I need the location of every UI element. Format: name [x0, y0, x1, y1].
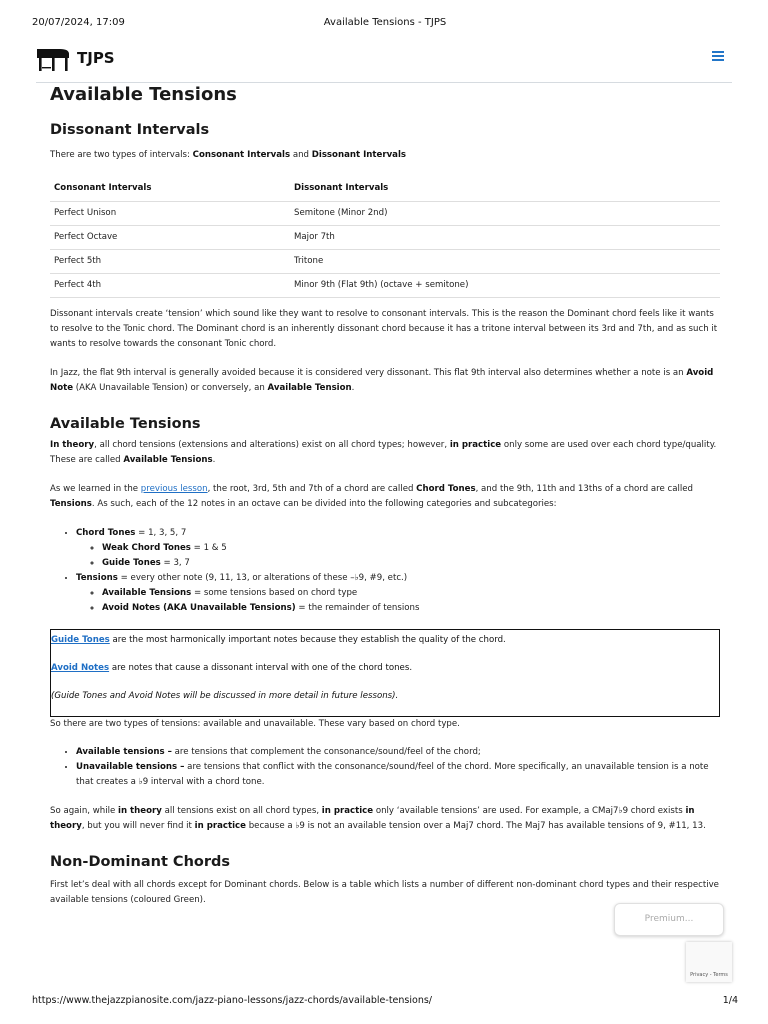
column-header: Dissonant Intervals [290, 175, 720, 202]
table-cell: Perfect Octave [50, 226, 290, 250]
list-item-text: = 1 & 5 [190, 543, 227, 553]
intervals-table [50, 175, 720, 298]
callout-italic-note: (Guide Tones and Avoid Notes will be discussed in more detail in future lessons). [51, 691, 399, 701]
site-logo-text[interactable]: TJPS [77, 49, 115, 67]
list-item [76, 526, 720, 571]
heading-dissonant-intervals: Dissonant Intervals [50, 122, 210, 138]
list-item-text: = some tensions based on chord type [191, 588, 358, 598]
menu-bar [712, 55, 724, 57]
flat-ninth-paragraph [50, 366, 720, 396]
paragraph-text: all tensions exist on all chord types, [161, 806, 322, 816]
list-item [76, 745, 720, 760]
bold-in-theory: In theory [50, 440, 95, 450]
table-cell: Perfect 4th [50, 274, 290, 298]
bold-in-theory: in theory [50, 806, 695, 831]
paragraph-text: , and the 9th, 11th and 13ths of a chord are called [475, 484, 694, 494]
callout-note [51, 689, 719, 704]
print-title: Available Tensions - TJPS [323, 17, 447, 28]
page-title: Available Tensions [50, 84, 237, 105]
bold-avoid-note: Avoid Note [50, 368, 714, 393]
bold-available-tension: Available Tension [267, 383, 352, 393]
list-item-label: Weak Chord Tones [102, 543, 191, 553]
table-cell: Major 7th [290, 226, 720, 250]
heading-non-dominant-chords: Non-Dominant Chords [50, 854, 231, 870]
bold-in-practice: in practice [321, 806, 374, 816]
list-item-text: = 1, 3, 5, 7 [135, 528, 187, 538]
list-item-label: Guide Tones [102, 558, 161, 568]
table-cell: Tritone [290, 250, 720, 274]
premium-button[interactable]: Premium... [614, 903, 724, 936]
previous-lesson-link[interactable]: previous lesson [140, 484, 208, 494]
list-item-label: Available tensions – [76, 747, 172, 757]
list-item-text: = the remainder of tensions [295, 603, 420, 613]
note-categories-list [50, 526, 720, 616]
theory-practice-paragraph [50, 438, 720, 468]
table-row [50, 226, 720, 250]
list-item [102, 541, 720, 556]
list-item [102, 556, 720, 571]
page-number: 1/4 [722, 995, 738, 1006]
tension-types-list [50, 745, 720, 790]
bold-in-practice: in practice [194, 821, 246, 831]
list-item-label: Unavailable tensions – [76, 762, 185, 772]
column-header: Consonant Intervals [50, 175, 290, 202]
paragraph-text: because a ♭9 is not an available tension over a Maj7 chord. The Maj7 has available tensions of 9, #11, 13. [245, 821, 706, 831]
table-row [50, 274, 720, 298]
callout-guide-tones [51, 633, 719, 648]
list-item-label: Avoid Notes (AKA Unavailable Tensions) [102, 603, 296, 613]
paragraph-text: only ‘available tensions’ are used. For example, a CMaj7♭9 chord exists [373, 806, 686, 816]
non-dominant-paragraph: First let’s deal with all chords except for Dominant chords. Below is a table which lists a number of different non-dominant chord types and their respective available tensions (coloured Green). [50, 880, 719, 905]
heading-available-tensions: Available Tensions [50, 416, 201, 432]
print-footer [32, 995, 738, 1009]
paragraph-text: . As such, each of the 12 notes in an octave can be divided into the following categories and subcategories: [91, 499, 557, 509]
site-header [36, 40, 732, 83]
table-cell: Perfect Unison [50, 202, 290, 226]
print-header [32, 17, 738, 31]
cmaj7-example-paragraph [50, 804, 720, 834]
menu-bar [712, 59, 724, 61]
list-item-text: = every other note (9, 11, 13, or alterations of these –♭9, #9, etc.) [117, 573, 408, 583]
callout-avoid-notes [51, 661, 719, 676]
menu-bar [712, 51, 724, 53]
intro-text: There are two types of intervals: [50, 150, 193, 160]
callout-text: are the most harmonically important notes because they establish the quality of the chord. [109, 635, 506, 645]
hamburger-menu-icon[interactable] [712, 51, 724, 61]
paragraph-text: . [212, 455, 216, 465]
paragraph-text: As we learned in the [50, 484, 141, 494]
paragraph-text: , all chord tensions (extensions and alterations) exist on all chord types; however, [94, 440, 450, 450]
list-item-label: Tensions [76, 573, 118, 583]
table-cell: Minor 9th (Flat 9th) (octave + semitone) [290, 274, 720, 298]
table-row [50, 250, 720, 274]
page-url: https://www.thejazzpianosite.com/jazz-piano-lessons/jazz-chords/available-tensions/ [32, 995, 432, 1006]
bold-in-practice: in practice [449, 440, 502, 450]
table-cell: Semitone (Minor 2nd) [290, 202, 720, 226]
bold-tensions: Tensions [50, 499, 92, 509]
paragraph-text: , the root, 3rd, 5th and 7th of a chord are called [207, 484, 417, 494]
list-item [102, 586, 720, 601]
recaptcha-badge[interactable] [686, 942, 732, 982]
list-item-text: are tensions that conflict with the consonance/sound/feel of the chord. More specifically, an unavailable tension is a note that creates a ♭9 interval with a chord tone. [76, 762, 709, 787]
paragraph-text: So again, while [50, 806, 118, 816]
list-item [102, 601, 720, 616]
paragraph-text: , but you will never find it [81, 821, 195, 831]
sub-list [76, 586, 720, 616]
grand-piano-icon[interactable] [36, 46, 70, 72]
table-cell: Perfect 5th [50, 250, 290, 274]
article [50, 84, 720, 908]
recaptcha-privacy-terms[interactable]: Privacy - Terms [690, 972, 728, 978]
list-item [76, 760, 720, 790]
table-header-row [50, 175, 720, 202]
tension-types-intro: So there are two types of tensions: available and unavailable. These vary based on chord type. [50, 719, 460, 729]
list-item [76, 571, 720, 616]
chord-tones-paragraph [50, 482, 720, 512]
bold-in-theory: in theory [118, 806, 162, 816]
intro-text: and [290, 150, 312, 160]
list-item-text: = 3, 7 [160, 558, 190, 568]
table-row [50, 202, 720, 226]
dissonance-paragraph: Dissonant intervals create ‘tension’ which sound like they want to resolve to consonant intervals. This is the reason the Dominant chord feels like it wants to resolve to the Tonic chord. The Dominant chord is an inherently dissonant chord because it has a tritone interval between its 3rd and 7th, and as such it wants to resolve towards the consonant Tonic chord. [50, 309, 718, 349]
callout-text: are notes that cause a dissonant interval with one of the chord tones. [109, 663, 413, 673]
list-item-label: Available Tensions [102, 588, 192, 598]
guide-tones-link[interactable]: Guide Tones [51, 635, 110, 645]
paragraph-text: only some are used over each chord type/quality. These are called [50, 440, 717, 465]
intervals-intro [50, 148, 720, 163]
sub-list [76, 541, 720, 571]
print-date: 20/07/2024, 17:09 [32, 17, 125, 28]
bold-available-tensions: Available Tensions [123, 455, 213, 465]
bold-chord-tones: Chord Tones [416, 484, 476, 494]
definitions-callout-box [50, 629, 720, 717]
paragraph-text: (AKA Unavailable Tension) or conversely, an [73, 383, 268, 393]
avoid-notes-link[interactable]: Avoid Notes [51, 663, 110, 673]
paragraph-text: . [351, 383, 355, 393]
list-item-text: are tensions that complement the consonance/sound/feel of the chord; [171, 747, 481, 757]
intro-bold-dissonant: Dissonant Intervals [311, 150, 407, 160]
list-item-label: Chord Tones [76, 528, 136, 538]
paragraph-text: In Jazz, the flat 9th interval is generally avoided because it is considered very dissonant. This flat 9th interval also determines whether a note is an [50, 368, 687, 378]
intro-bold-consonant: Consonant Intervals [192, 150, 291, 160]
